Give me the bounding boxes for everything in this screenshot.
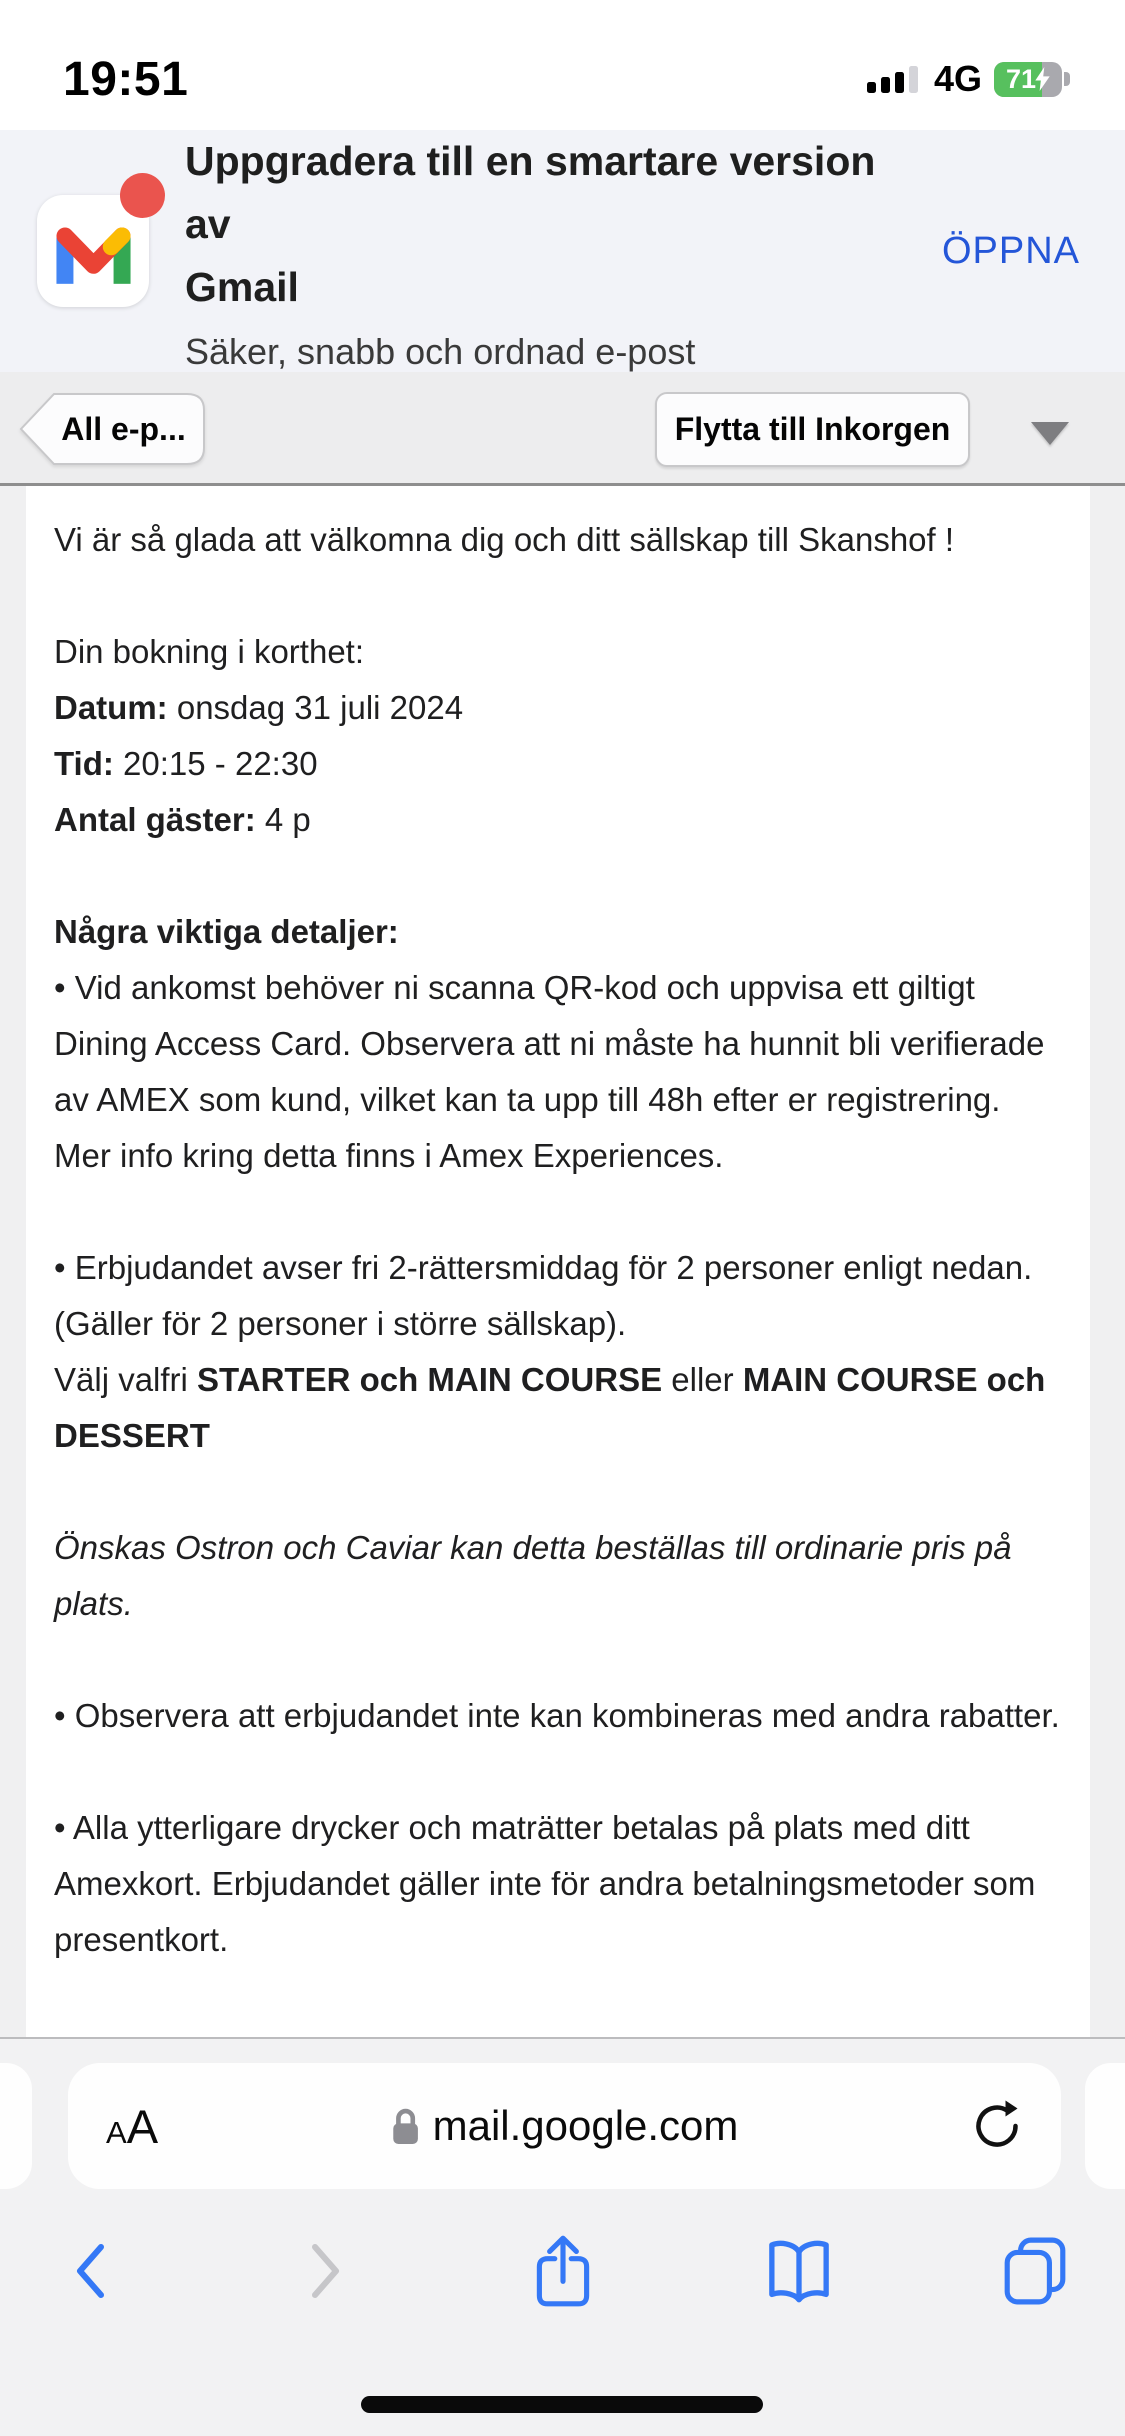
status-bar <box>0 0 1125 130</box>
share-icon <box>534 2233 592 2309</box>
charging-bolt-icon <box>1035 67 1050 91</box>
gmail-m-icon <box>46 219 141 290</box>
address-bar[interactable] <box>68 2063 1061 2189</box>
email-paragraph: Några viktiga detaljer: • Vid ankomst behöver ni scanna QR-kod och uppvisa ett giltigt Dining Access Card. Observera att ni måste ha hunnit bli verifierade av AMEX som kund, vilket kan ta upp till 48h efter er registrering. Mer info kring detta finns i Amex Experiences. <box>54 913 1045 1174</box>
back-button[interactable] <box>55 2241 125 2301</box>
reader-options-button[interactable]: A A <box>106 2099 159 2153</box>
smart-app-banner <box>0 130 1125 372</box>
safari-nav-row <box>0 2234 1125 2308</box>
move-to-inbox-button[interactable]: Flytta till Inkorgen <box>655 392 970 467</box>
tabs-icon <box>1002 2236 1068 2306</box>
bookmarks-button[interactable] <box>764 2238 834 2304</box>
more-actions-dropdown-icon[interactable] <box>1031 422 1069 445</box>
home-indicator[interactable] <box>361 2396 763 2413</box>
back-button-label: All e-p... <box>61 410 186 447</box>
forward-button[interactable] <box>291 2241 361 2301</box>
cellular-signal-icon <box>867 66 918 93</box>
network-type-label: 4G <box>933 58 982 99</box>
email-paragraph: • Alla ytterligare drycker och maträtter betalas på plats med ditt Amexkort. Erbjudandet gäller inte för andra betalningsmetoder som presentkort. <box>54 1809 1036 1958</box>
lock-icon <box>391 2107 420 2146</box>
email-paragraph: Din bokning i korthet: Datum: onsdag 31 juli 2024 Tid: 20:15 - 22:30 Antal gäster: 4 p <box>54 633 464 838</box>
back-to-folder-button[interactable] <box>16 391 207 467</box>
url-display <box>391 2102 739 2150</box>
share-button[interactable] <box>528 2233 598 2309</box>
page-margin-right <box>1090 486 1125 2037</box>
tabs-button[interactable] <box>1000 2236 1070 2306</box>
safari-bottom-bar <box>0 2037 1125 2436</box>
status-right-cluster <box>867 58 1070 100</box>
email-paragraph: • Observera att erbjudandet inte kan kombineras med andra rabatter. <box>54 1697 1060 1734</box>
banner-subtitle: Säker, snabb och ordnad e-post <box>185 330 696 372</box>
reload-button[interactable] <box>971 2100 1023 2152</box>
banner-title: Uppgradera till en smartare version av Gmail <box>185 137 876 310</box>
battery-icon <box>994 62 1070 97</box>
next-tab-fragment[interactable] <box>1085 2063 1125 2189</box>
banner-text <box>185 130 905 373</box>
url-text: mail.google.com <box>432 2102 739 2149</box>
email-paragraph: Vi är så glada att välkomna dig och ditt sällskap till Skanshof ! <box>54 521 955 558</box>
gmail-app-icon <box>37 195 149 307</box>
bookmarks-icon <box>766 2238 832 2304</box>
notification-dot <box>120 173 165 218</box>
battery-percent: 71 <box>1005 63 1037 94</box>
email-body <box>26 486 1090 2037</box>
email-paragraph: Önskas Ostron och Caviar kan detta beställas till ordinarie pris på plats. <box>54 1529 1012 1622</box>
address-bar-row <box>0 2063 1125 2189</box>
gmail-toolbar <box>0 372 1125 486</box>
open-app-button[interactable]: ÖPPNA <box>941 229 1080 272</box>
status-time: 19:51 <box>63 52 189 106</box>
email-paragraph: • Erbjudandet avser fri 2-rättersmiddag för 2 personer enligt nedan. (Gäller för 2 personer i större sällskap). Välj valfri STARTER och MAIN COURSE eller MAIN COURSE och DESSERT <box>54 1249 1046 1454</box>
back-chevron-icon <box>71 2241 109 2301</box>
forward-chevron-icon <box>307 2241 345 2301</box>
reload-icon <box>971 2100 1023 2152</box>
page-margin-left <box>0 486 26 2037</box>
email-scroll-area[interactable] <box>0 486 1125 2037</box>
previous-tab-fragment[interactable] <box>0 2063 32 2189</box>
